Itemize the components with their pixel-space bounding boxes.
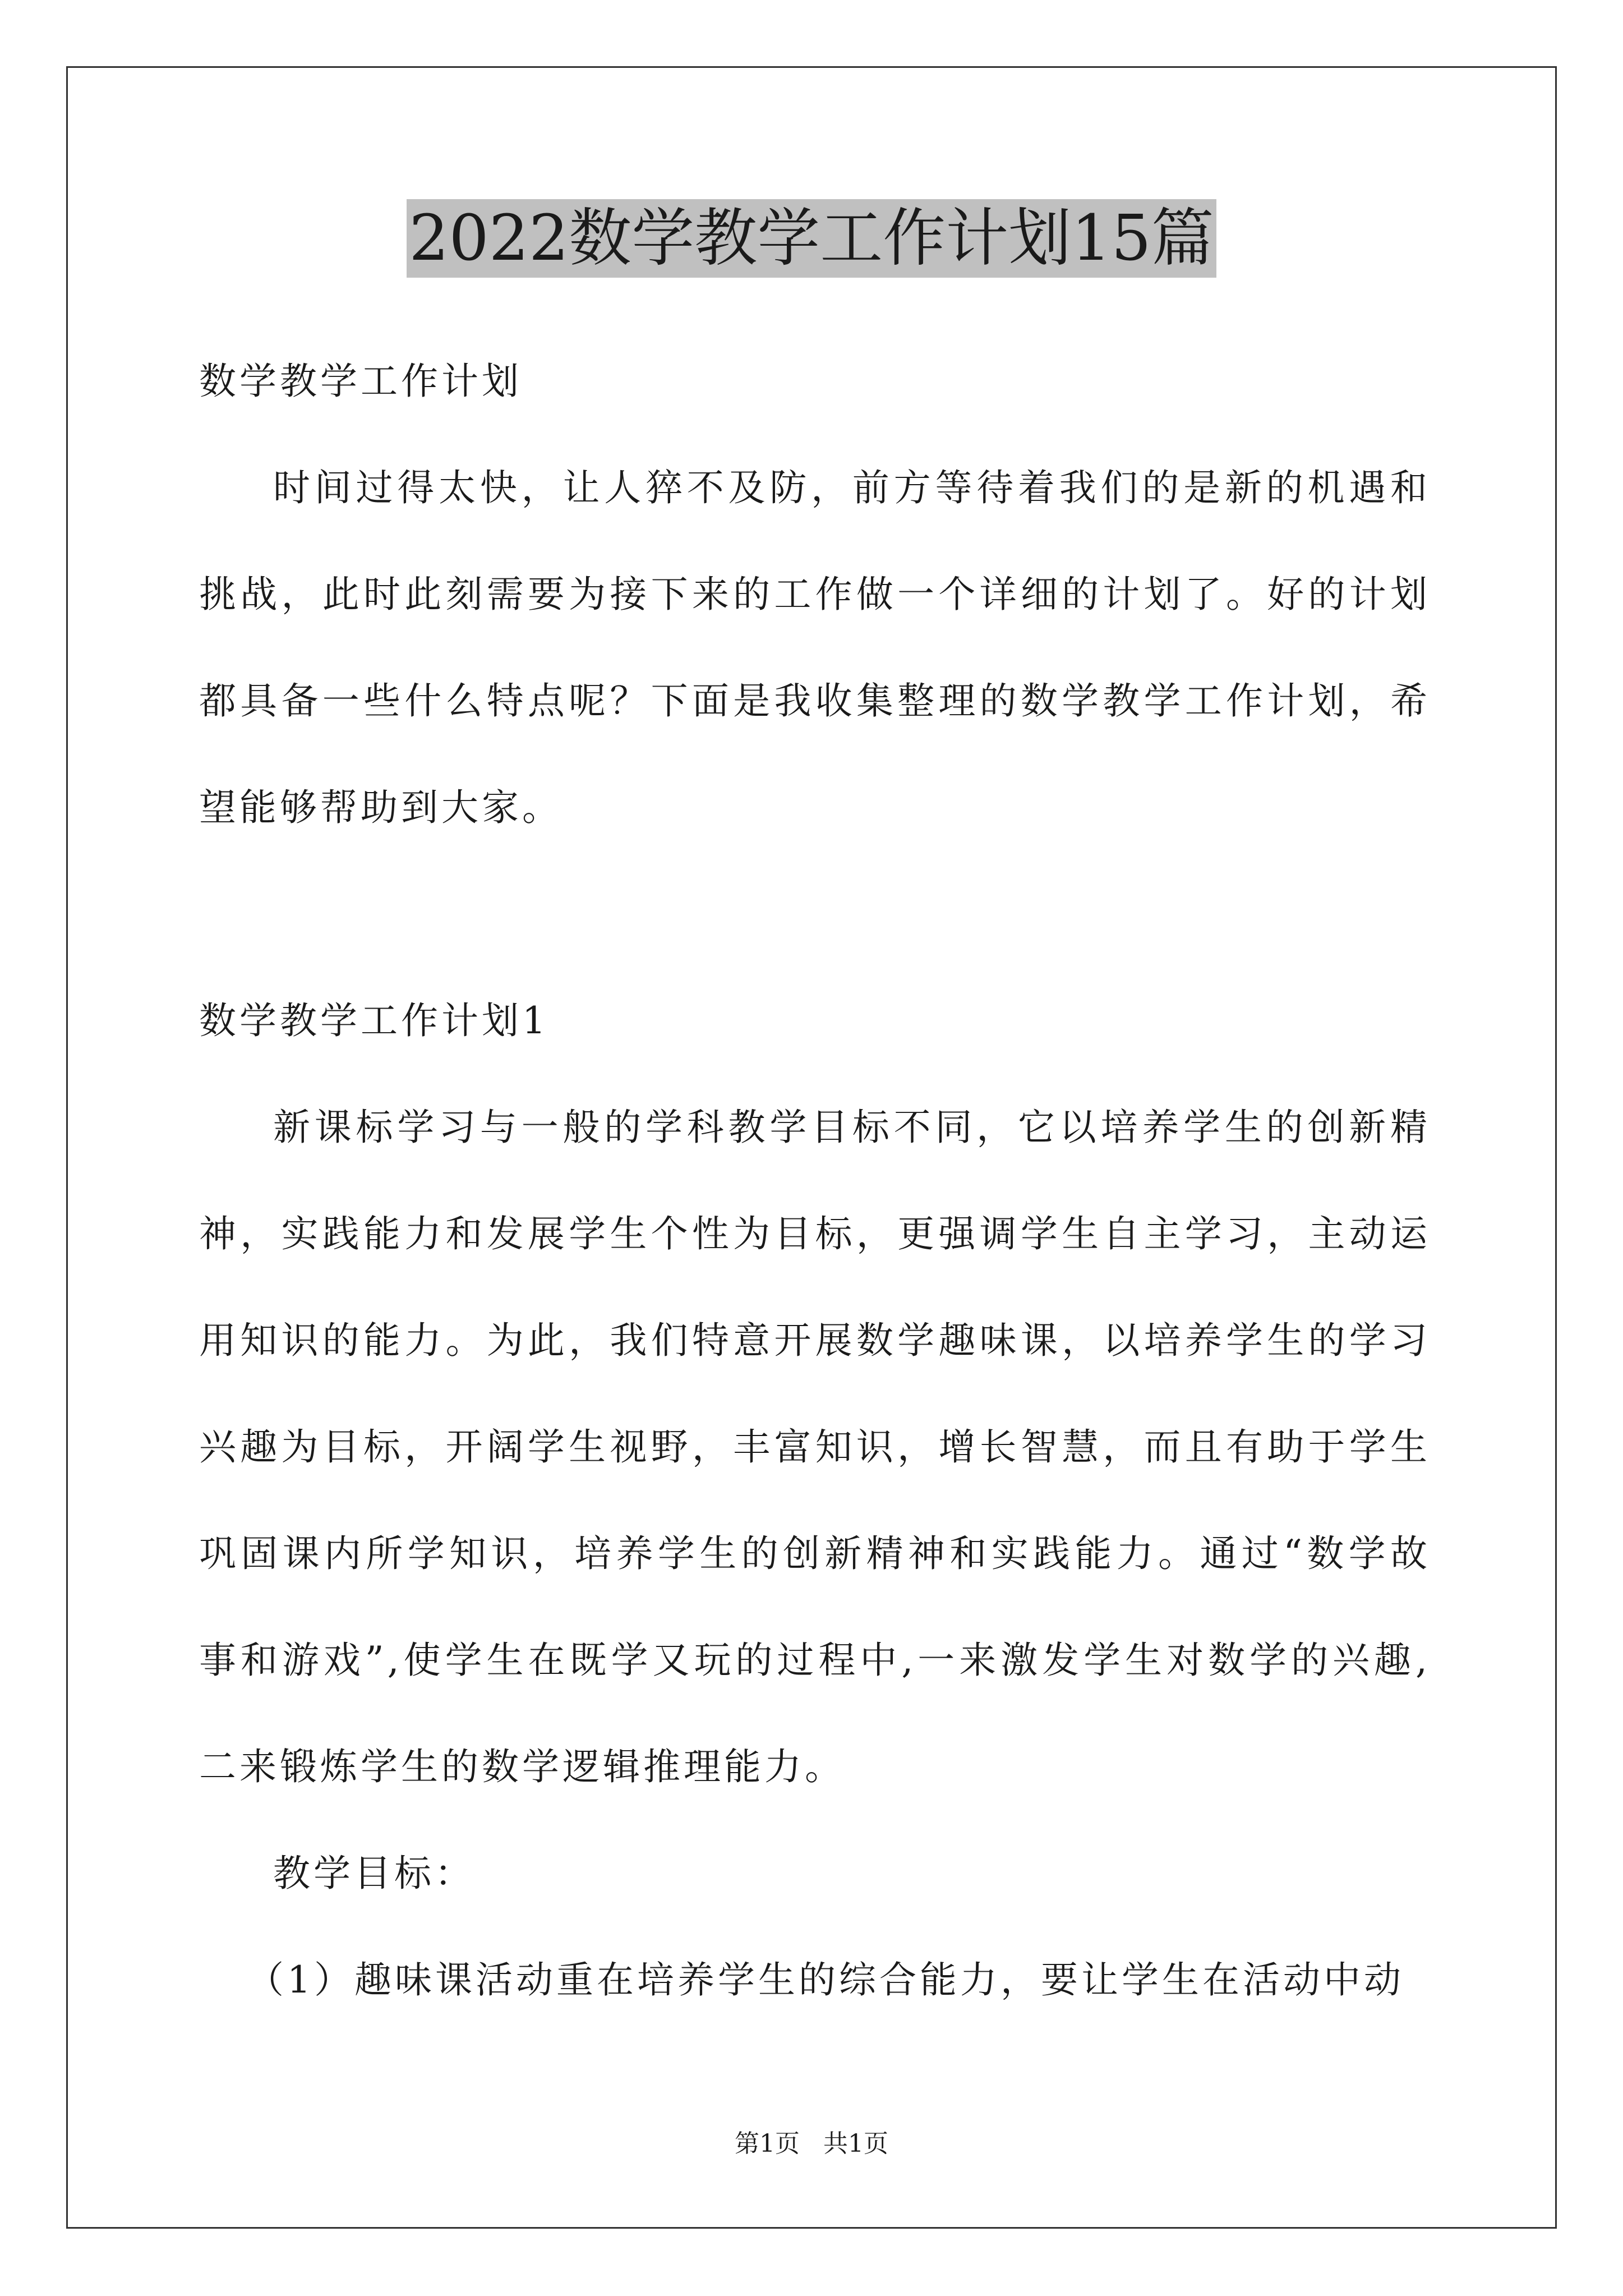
document-title: 2022数学教学工作计划15篇 [407,199,1216,278]
page-number: 第1页 [735,2129,800,2158]
section-paragraph: 新课标学习与一般的学科教学目标不同，它以培养学生的创新精神，实践能力和发展学生个性为目标，更强调学生自主学习，主动运用知识的能力。为此，我们特意开展数学趣味课，以培养学生的学习兴趣为目标，开阔学生视野，丰富知识，增长智慧，而且有助于学生巩固课内所学知识，培养学生的创新精神和实践能力。通过“数学故事和游戏”,使学生在既学又玩的过程中,一来激发学生对数学的兴趣,二来锻炼学生的数学逻辑推理能力。 [199,1106,1431,1788]
section-heading: 数学教学工作计划1 [199,999,549,1042]
intro-heading: 数学教学工作计划 [199,360,522,403]
goal-item: （1）趣味课活动重在培养学生的综合能力，要让学生在活动中动 [247,1958,1404,2001]
page-total: 共1页 [823,2129,888,2158]
goals-heading: 教学目标： [273,1852,475,1895]
title-container [0,199,1623,278]
page-footer [0,2127,1623,2161]
intro-paragraph: 时间过得太快，让人猝不及防，前方等待着我们的是新的机遇和挑战，此时此刻需要为接下来的工作做一个详细的计划了。好的计划都具备一些什么特点呢？下面是我收集整理的数学教学工作计划，希望能够帮助到大家。 [199,466,1431,829]
